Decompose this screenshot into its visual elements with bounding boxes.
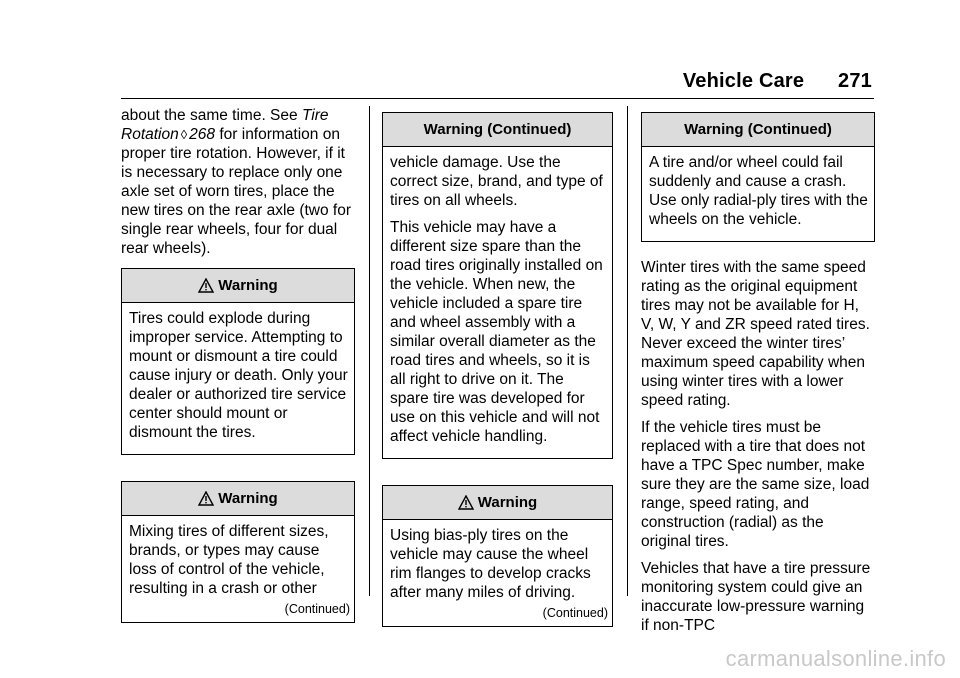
warning-header: Warning (Continued) (642, 113, 874, 147)
warning-body: vehicle damage. Use the correct size, brand, and type of tires on all wheels. This vehicle may have a different size spare than the road tires originally installed on the vehicle. When new, the vehicle included a spare tire and wheel assembly with a similar overall diameter as the road tires and wheels, so it is all right to drive on it. The spare tire was developed for use on this vehicle and will not affect vehicle handling. (390, 154, 603, 445)
tpms-paragraph: Vehicles that have a tire pressure monitoring system could give an inaccurate low-pressure warning if non-TPC (641, 560, 871, 634)
warning-body: Using bias-ply tires on the vehicle may cause the wheel rim flanges to develop cracks after many miles of driving. (Continued) (390, 527, 608, 620)
page-header (683, 70, 872, 93)
warning-triangle-icon (458, 489, 474, 522)
column-3 (641, 106, 875, 643)
tire-rotation-link[interactable]: Tire Rotation (121, 107, 329, 143)
warning-header: Warning (122, 482, 354, 516)
warning-box-continued (382, 112, 613, 459)
warning-box (382, 485, 613, 627)
header-rule (121, 98, 874, 99)
column-divider (627, 106, 628, 596)
continued-label: (Continued) (542, 606, 608, 620)
page-number: 271 (838, 70, 872, 92)
tpc-spec-paragraph: If the vehicle tires must be replaced with a tire that does not have a TPC Spec number, make sure they are the same size, load range, speed rating, and construction (radial) as the original tires. (641, 419, 870, 550)
warning-box (121, 268, 355, 455)
warning-box-continued (641, 112, 875, 242)
page-ref-icon: ◊ (180, 127, 188, 142)
warning-body: Tires could explode during improper service. Attempting to mount or dismount a tire could cause injury or death. Only your dealer or authorized tire service center should mount or dismount the tires. (129, 310, 348, 441)
warning-box (121, 481, 355, 623)
watermark: carmanualsonline.info (725, 646, 946, 671)
continued-label: (Continued) (284, 602, 350, 616)
column-1 (121, 106, 355, 623)
winter-tires-paragraph: Winter tires with the same speed rating as the original equipment tires may not be available for H, V, W, Y and ZR speed rated tires. Never exceed the winter tires’ maximum speed capability when using winter tires with a lower speed rating. (641, 259, 870, 409)
warning-triangle-icon (198, 272, 214, 305)
warning-header: Warning (122, 269, 354, 303)
column-2 (382, 106, 613, 627)
warning-triangle-icon (198, 485, 214, 518)
page-reference[interactable]: 268 (189, 126, 216, 143)
warning-body: Mixing tires of different sizes, brands, or types may cause loss of control of the vehicle, resulting in a crash or other (Continued) (129, 523, 350, 616)
column-divider (369, 106, 370, 596)
warning-body: A tire and/or wheel could fail suddenly and cause a crash. Use only radial-ply tires with the wheels on the vehicle. (649, 154, 868, 228)
warning-header: Warning (383, 486, 612, 520)
warning-header: Warning (Continued) (383, 113, 612, 147)
intro-paragraph: about the same time. See Tire Rotation ◊ 268 for information on proper tire rotation. However, if it is necessary to replace only one axle set of worn tires, place the new tires on the rear axle (two for single rear wheels, four for dual rear wheels). (121, 107, 352, 257)
section-title: Vehicle Care (682, 70, 805, 92)
